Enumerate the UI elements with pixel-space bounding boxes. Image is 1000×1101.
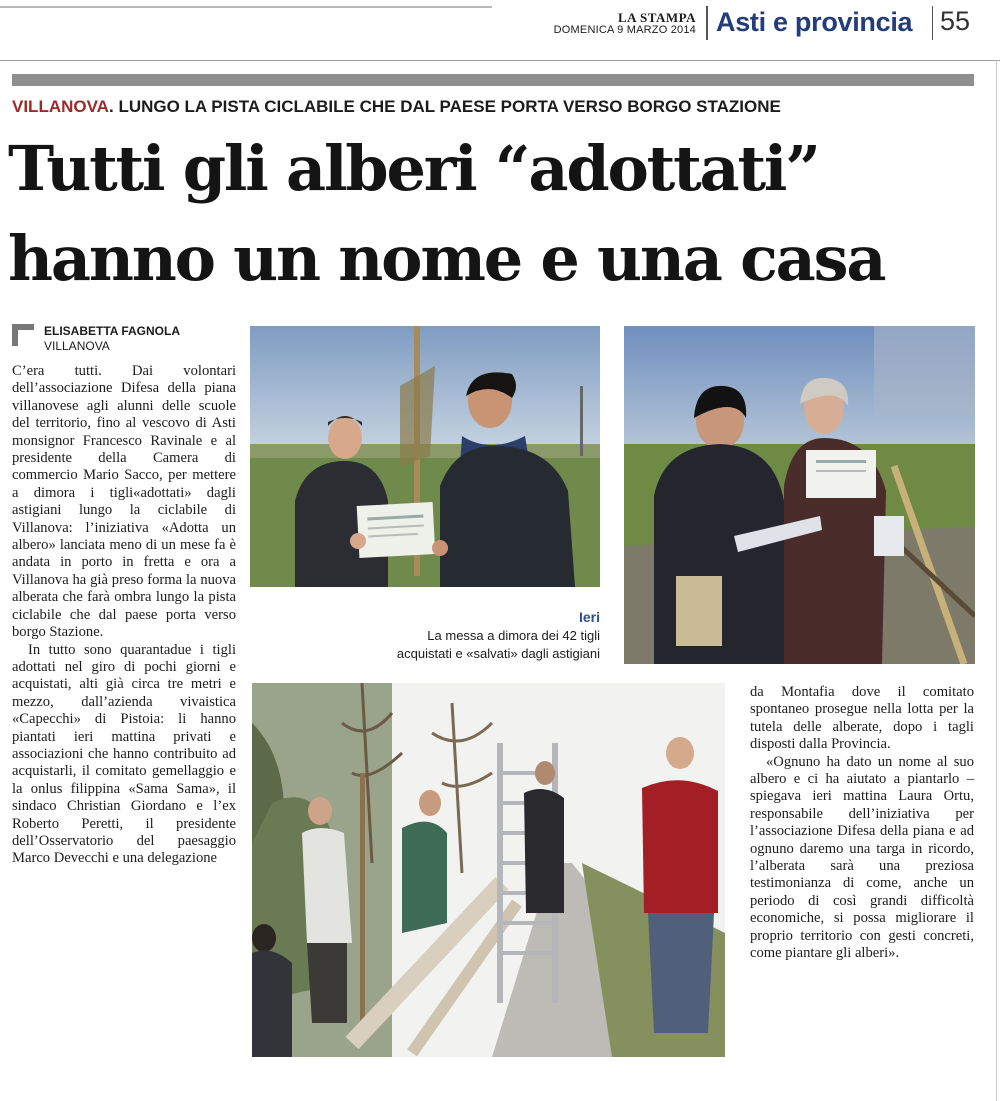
- masthead-divider: [706, 6, 708, 40]
- body-column-left: [12, 363, 236, 868]
- photo-tree-planting: [252, 683, 725, 1057]
- byline-place: VILLANOVA: [44, 339, 110, 353]
- article-top-band: [12, 74, 974, 86]
- newspaper-name: LA STAMPA: [617, 10, 696, 25]
- kicker-place: VILLANOVA: [12, 97, 109, 116]
- body-paragraph: da Montafia dove il comitato spontaneo prosegue nella lotta per la tutela delle alberate, dopo i tagli disposti dalla Provincia.: [750, 684, 974, 753]
- issue-date: DOMENICA 9 MARZO 2014: [553, 24, 696, 36]
- kicker-dot: .: [108, 97, 114, 116]
- byline-mark-icon: [12, 324, 34, 346]
- headline: [8, 124, 884, 304]
- body-paragraph: In tutto sono quarantadue i tigli adottati nel giro di pochi giorni e acquistati, alti già circa tre metri e mezzo, dall’azienda vivaistica «Capecchi» di Pistoia: li hanno piantati ieri mattina privati e associazioni che hanno contribuito ad acquistarli, il comitato gemellaggio e la onlus filippina «Sama Sama», il sindaco Christian Giordano e l’ex Roberto Peretti, il presidente dell’Osservatorio del paesaggio Marco Devecchi e una delegazione: [12, 641, 236, 867]
- top-rule: [0, 6, 492, 8]
- photo-caption-line-2: acquistati e «salvati» dagli astigiani: [396, 646, 600, 661]
- body-paragraph: C’era tutti. Dai volontari dell’associazione Difesa della piana villanovese agli alunni delle scuole del territorio, fino al vescovo di Asti monsignor Francesco Ravinale e al presidente della Camera di commercio Mario Sacco, per mettere a dimora i tigli«adottati» dagli astigiani lungo la ciclabile di Villanova: l’iniziativa «Adotta un albero» lanciata meno di un mese fa è andata in porto in fretta e ora a Villanova ha già preso forma la nuova alberata che farà ombra lungo la pista ciclabile che dal paese porta verso borgo Stazione.: [12, 363, 236, 641]
- photo-certificate-handover: [250, 326, 600, 587]
- photo-caption: [250, 627, 600, 663]
- article-kicker: [12, 97, 781, 117]
- byline-author: ELISABETTA FAGNOLA: [44, 324, 180, 338]
- body-paragraph: «Ognuno ha dato un nome al suo albero e ci ha aiutato a piantarlo – spiegava ieri mattina Laura Ortu, responsabile dell’iniziativa per l’associazione Difesa della piana e ad ognuno daremo una targa in ricordo, l’alberata sarà una preziosa testimonianza di come, anche un periodo di così grandi difficoltà economiche, si possa migliorare il proprio territorio con gesti concreti, come piantare gli alberi».: [750, 753, 974, 962]
- headline-line-2: hanno un nome e una casa: [8, 222, 885, 295]
- photo-two-women-certificate: [624, 326, 975, 664]
- photo-caption-line-1: La messa a dimora dei 42 tigli: [427, 628, 600, 643]
- page-frame-right: [996, 60, 997, 1101]
- section-title: Asti e provincia: [716, 7, 913, 37]
- kicker-text: LUNGO LA PISTA CICLABILE CHE DAL PAESE PORTA VERSO BORGO STAZIONE: [118, 97, 781, 116]
- page-frame-top: [0, 60, 1000, 61]
- photo-caption-title: Ieri: [578, 609, 600, 625]
- masthead-divider: [932, 6, 933, 40]
- page-number: 55: [940, 6, 971, 36]
- body-column-right: [750, 684, 974, 963]
- headline-line-1: Tutti gli alberi “adottati”: [8, 132, 819, 205]
